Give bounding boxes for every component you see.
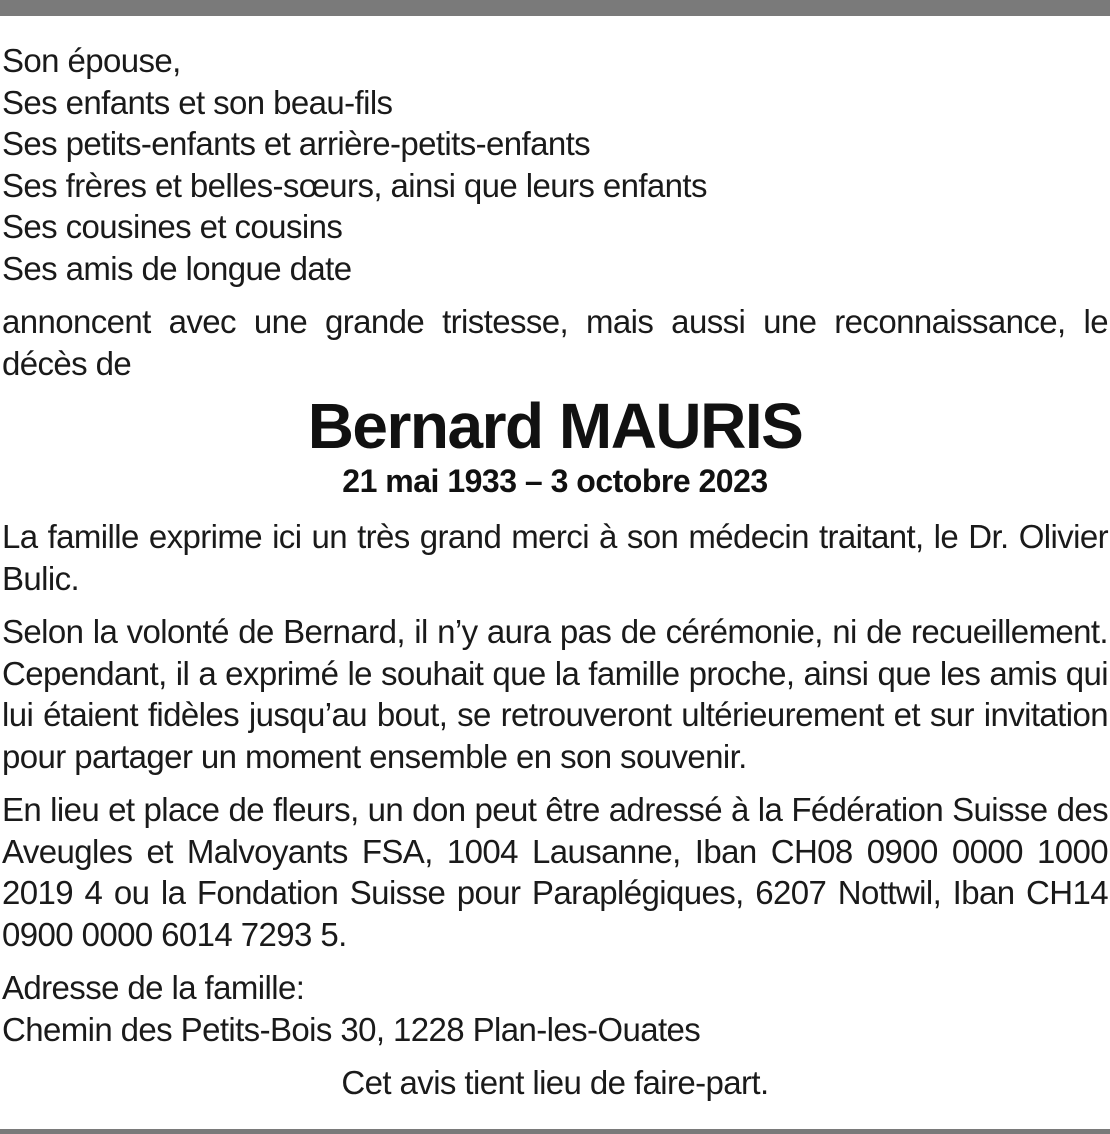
family-member-line: Ses frères et belles-sœurs, ainsi que leurs enfants	[2, 166, 707, 204]
closing-note: Cet avis tient lieu de faire-part.	[341, 1064, 769, 1101]
family-member-line: Son épouse,	[2, 42, 181, 79]
family-member-line: Ses cousines et cousins	[2, 208, 343, 245]
family-member-line: Ses amis de longue date	[2, 249, 352, 287]
bottom-divider	[0, 1129, 1110, 1134]
address-label: Adresse de la famille:	[2, 969, 305, 1006]
family-member-line: Ses enfants et son beau-fils	[2, 83, 393, 121]
wishes-paragraph: Selon la volonté de Bernard, il n’y aura pas de cérémonie, ni de recueillement. Cependant, il a exprimé le souhait que la famille proche, ainsi que les amis qui lui étaient fidèles jusqu’au bout, se retrouveront ultérieurement et sur invitation pour partager un moment ensemble en son souvenir.	[2, 613, 1108, 775]
family-address	[2, 967, 1108, 1050]
address-value: Chemin des Petits-Bois 30, 1228 Plan-les-Ouates	[2, 1010, 701, 1048]
thanks-paragraph: La famille exprime ici un très grand merci à son médecin traitant, le Dr. Olivier Bulic.	[2, 518, 1108, 597]
deceased-block	[2, 390, 1108, 500]
family-member-line: Ses petits-enfants et arrière-petits-enfants	[2, 125, 591, 162]
life-dates: 21 mai 1933 – 3 octobre 2023	[342, 463, 768, 499]
donation-paragraph: En lieu et place de fleurs, un don peut être adressé à la Fédération Suisse des Aveugles et Malvoyants FSA, 1004 Lausanne, Iban CH08 0900 0000 1000 2019 4 ou la Fondation Suisse pour Paraplégiques, 6207 Nottwil, Iban CH14 0900 0000 6014 7293 5.	[2, 791, 1108, 953]
family-members-list	[2, 40, 1108, 289]
top-divider	[0, 0, 1110, 16]
deceased-name: Bernard MAURIS	[307, 390, 803, 462]
obituary-notice	[2, 40, 1108, 1104]
announcement-text: annoncent avec une grande tristesse, mais aussi une reconnaissance, le décès de	[2, 303, 1108, 382]
